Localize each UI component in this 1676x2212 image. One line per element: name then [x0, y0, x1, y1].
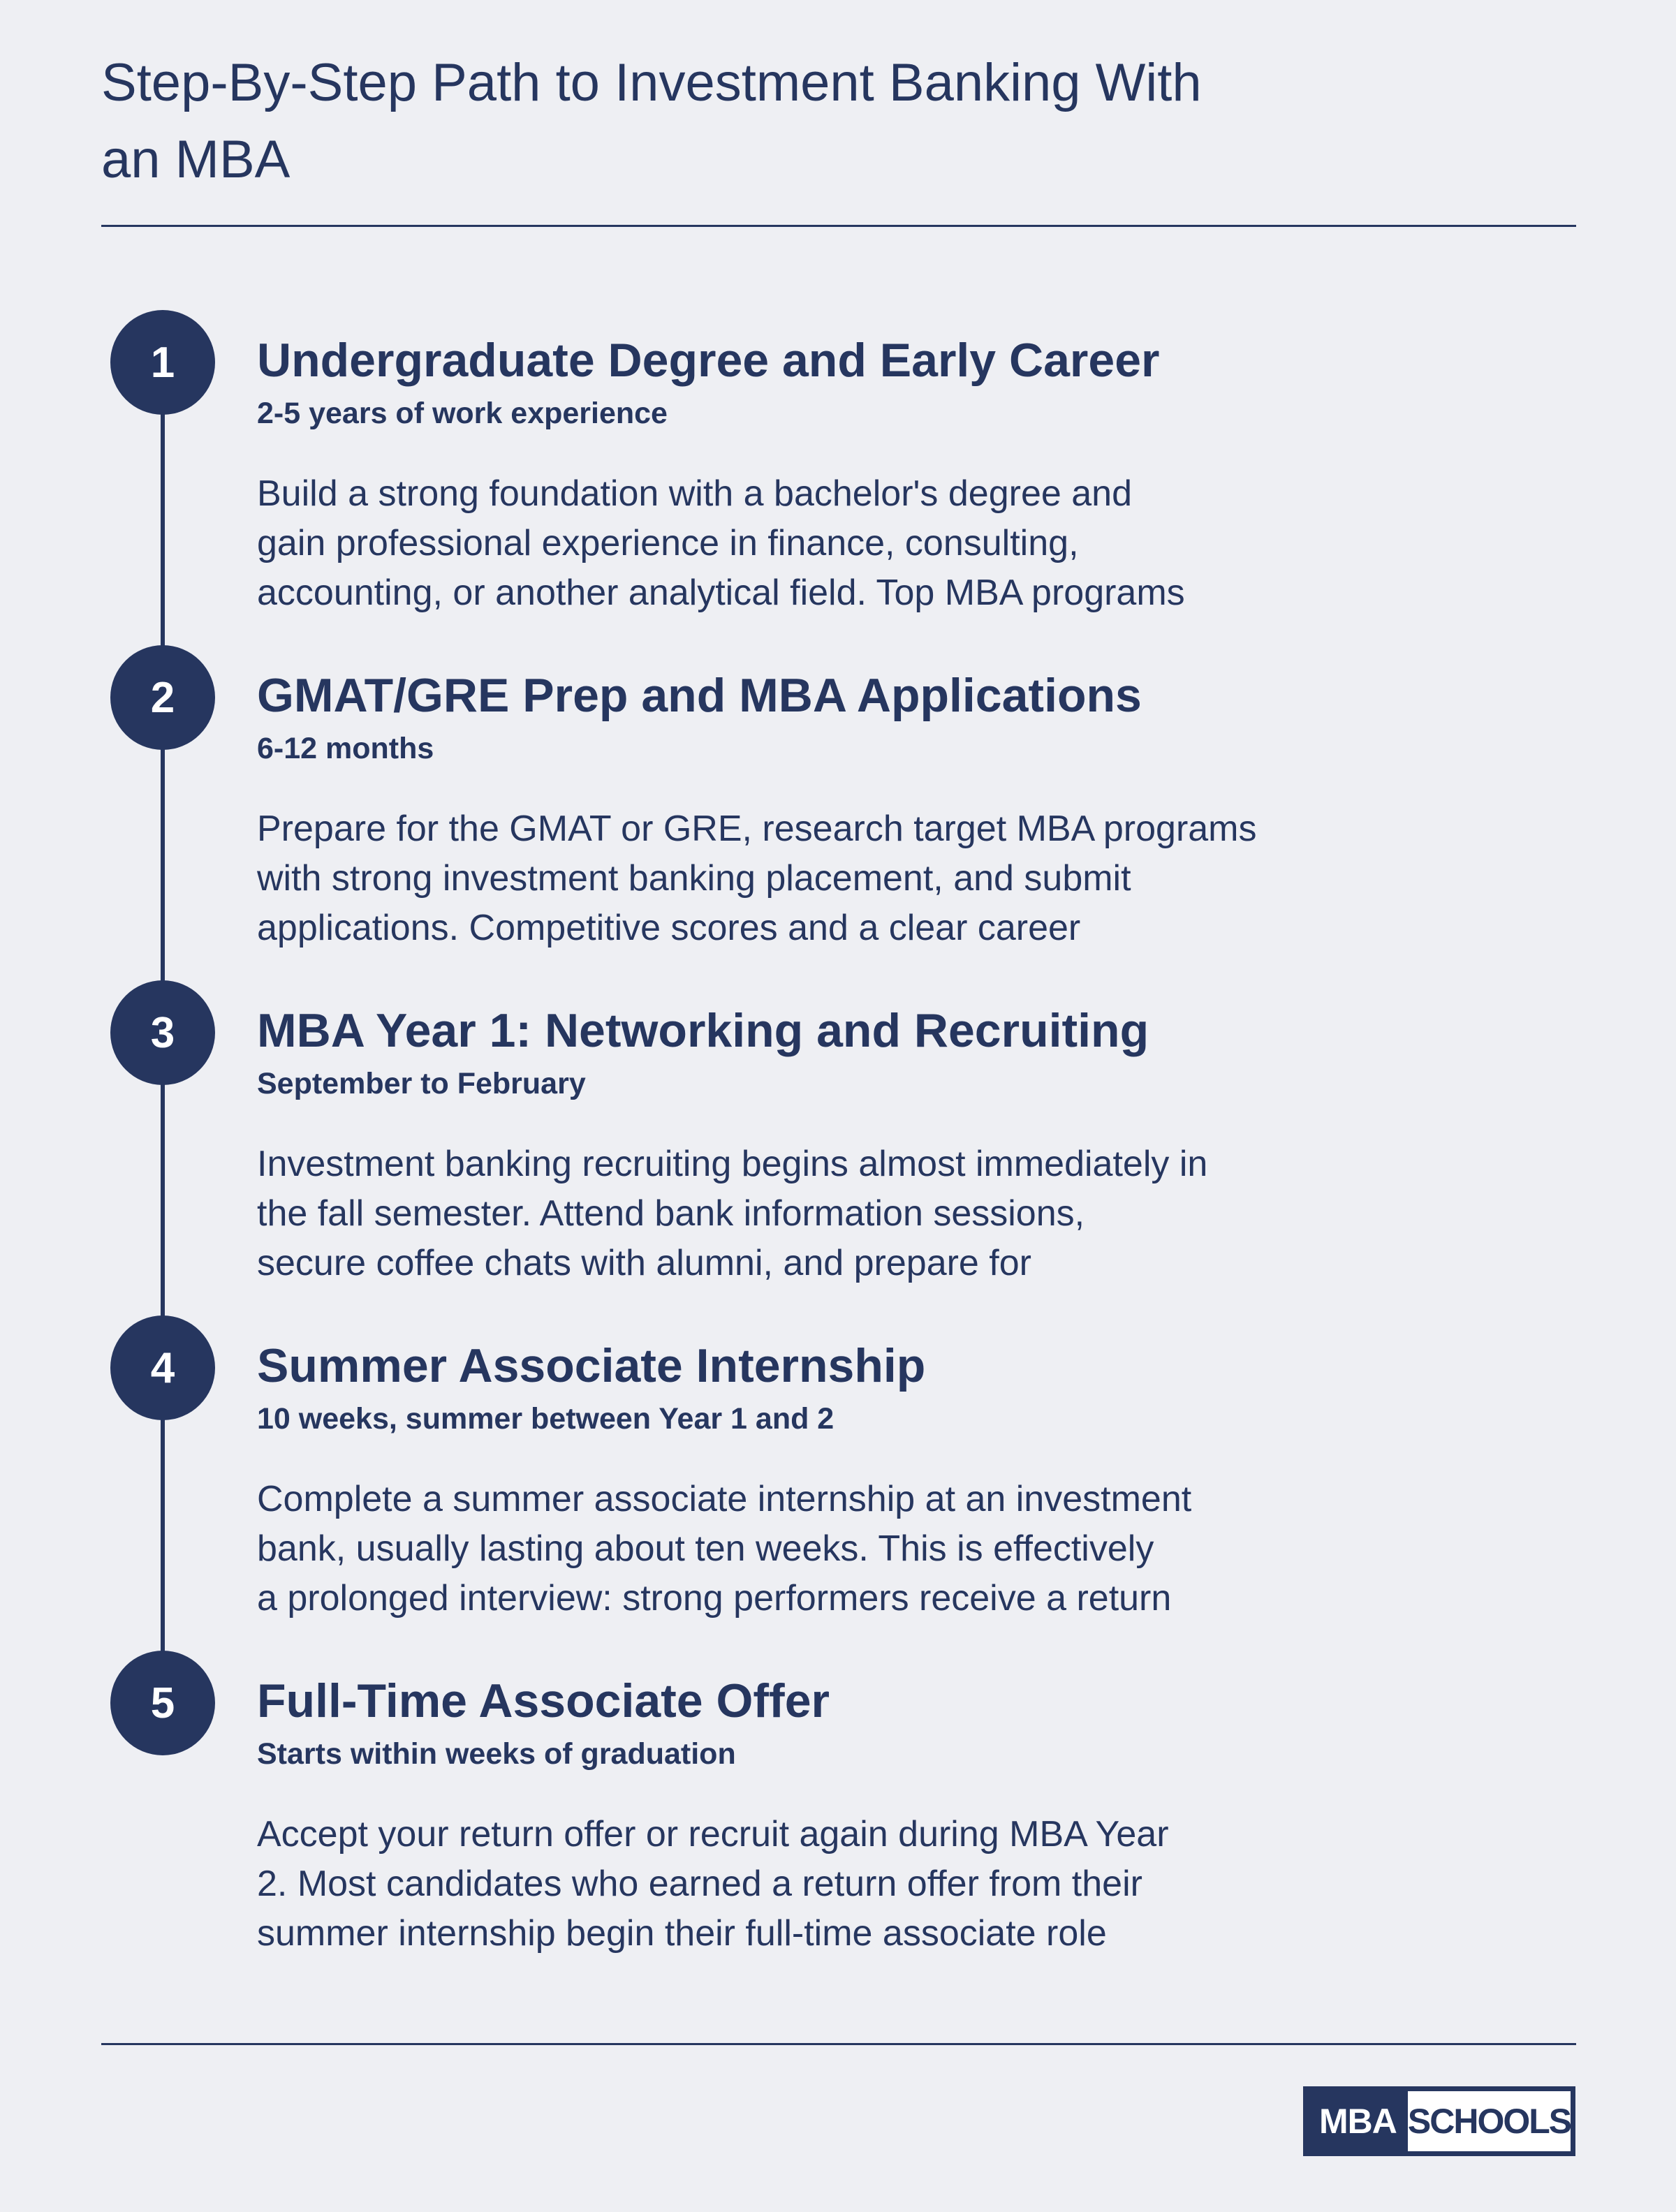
step-description-line: the fall semester. Attend bank information sessions, — [257, 1193, 1085, 1234]
step-description — [257, 469, 1402, 618]
mba-schools-logo — [1303, 2086, 1575, 2156]
step-number-badge: 2 — [110, 645, 215, 750]
step-description-line: secure coffee chats with alumni, and prepare for — [257, 1243, 1031, 1283]
step-number-badge: 5 — [110, 1651, 215, 1755]
step-description-line: bank, usually lasting about ten weeks. This is effectively — [257, 1528, 1154, 1569]
step-number-badge: 1 — [110, 310, 215, 415]
page-title-line-1: Step-By-Step Path to Investment Banking With — [101, 53, 1202, 112]
page-title — [101, 45, 1428, 198]
step-description-line: Build a strong foundation with a bachelor's degree and — [257, 473, 1133, 514]
step-description — [257, 1810, 1402, 1959]
step-description-line: summer internship begin their full-time associate role — [257, 1913, 1107, 1954]
step-description-line: gain professional experience in finance, consulting, — [257, 523, 1079, 563]
step-duration: Starts within weeks of graduation — [257, 1737, 736, 1771]
step-title: Undergraduate Degree and Early Career — [257, 334, 1160, 387]
top-divider — [101, 225, 1576, 227]
step-description-line: Complete a summer associate internship at an investment — [257, 1479, 1192, 1519]
step-description-line: with strong investment banking placement, and submit — [257, 858, 1131, 899]
step-description-line: accounting, or another analytical field. Top MBA programs — [257, 573, 1185, 613]
logo-mba-text: MBA — [1308, 2091, 1408, 2151]
step-title: MBA Year 1: Networking and Recruiting — [257, 1004, 1149, 1057]
step-duration: September to February — [257, 1067, 586, 1100]
step-description-line: 2. Most candidates who earned a return offer from their — [257, 1864, 1142, 1904]
step-description — [257, 1475, 1402, 1623]
step-description-line: a prolonged interview: strong performers receive a return — [257, 1578, 1172, 1619]
logo-schools-text: SCHOOLS — [1407, 2102, 1571, 2141]
step-duration: 10 weeks, summer between Year 1 and 2 — [257, 1402, 835, 1436]
step-number-badge: 3 — [110, 980, 215, 1085]
page-title-line-2: an MBA — [101, 130, 291, 189]
bottom-divider — [101, 2043, 1576, 2045]
step-title: GMAT/GRE Prep and MBA Applications — [257, 669, 1142, 722]
step-description — [257, 804, 1402, 953]
step-duration: 6-12 months — [257, 732, 434, 765]
step-duration: 2-5 years of work experience — [257, 397, 668, 430]
step-description-line: Accept your return offer or recruit again during MBA Year — [257, 1814, 1169, 1855]
step-title: Full-Time Associate Offer — [257, 1674, 830, 1727]
step-title: Summer Associate Internship — [257, 1339, 926, 1392]
step-description-line: Prepare for the GMAT or GRE, research target MBA programs — [257, 809, 1257, 849]
step-description — [257, 1140, 1402, 1288]
step-number-badge: 4 — [110, 1315, 215, 1420]
step-description-line: applications. Competitive scores and a clear career — [257, 908, 1081, 948]
step-description-line: Investment banking recruiting begins almost immediately in — [257, 1144, 1208, 1184]
